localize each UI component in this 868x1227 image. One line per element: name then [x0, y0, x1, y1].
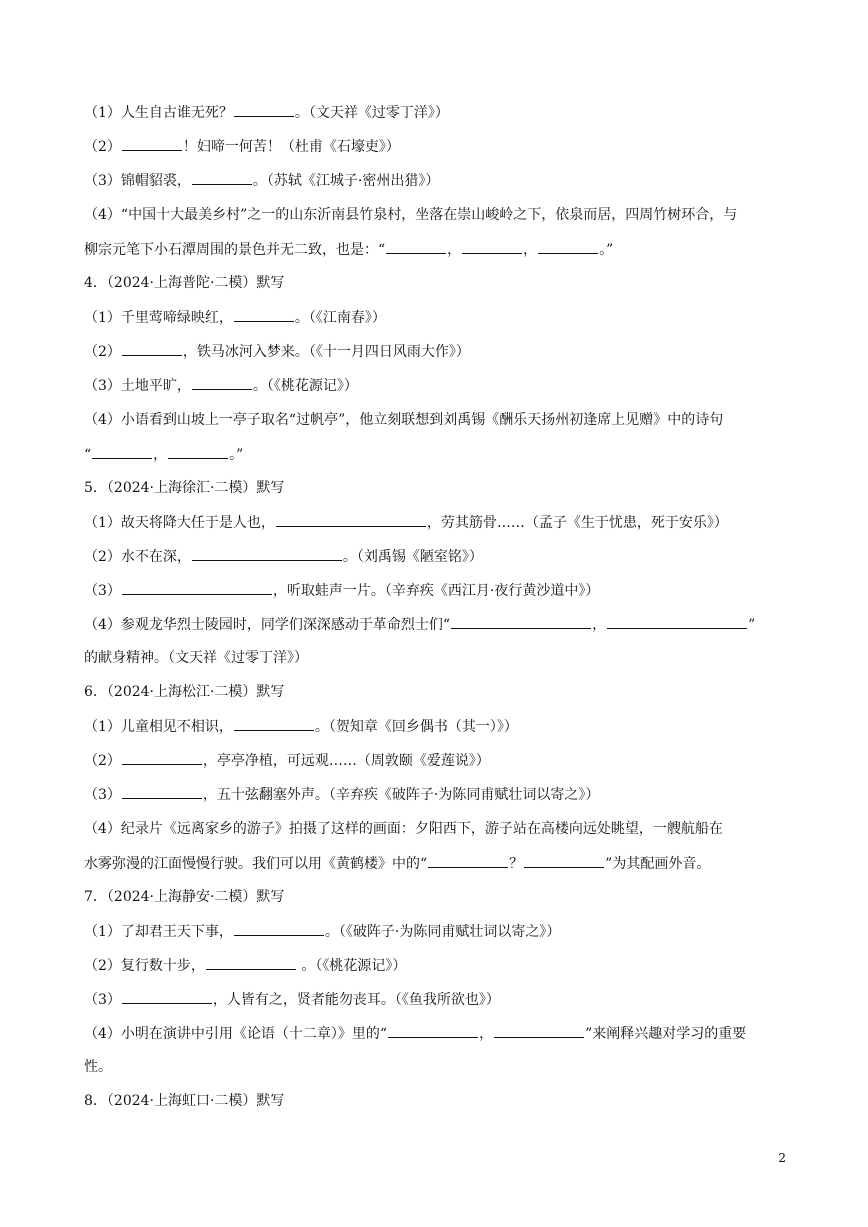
text: 柳宗元笔下小石潭周围的景色并无二致，也是：“ [84, 242, 386, 258]
text: （2） [84, 344, 121, 360]
answer-blank [451, 614, 591, 629]
q5-item-2 [84, 546, 789, 567]
question-heading: 4．（2024·上海普陀·二模）默写 [84, 275, 285, 291]
answer-blank [122, 750, 202, 765]
q4-item-1 [84, 307, 789, 328]
text: （1）故天将降大任于是人也， [84, 515, 275, 531]
text: 。” [229, 447, 244, 463]
text: ？ [509, 856, 524, 872]
q5-item-3 [84, 580, 789, 601]
question-heading: 5．（2024·上海徐汇·二模）默写 [84, 480, 285, 496]
text: （2）复行数十步， [84, 958, 205, 974]
answer-blank [386, 239, 446, 254]
answer-blank [192, 546, 342, 561]
question-heading: 8．（2024·上海虹口·二模）默写 [84, 1093, 285, 1109]
q3-item-4-line-2 [84, 239, 789, 260]
q3-item-4-line-1 [84, 205, 789, 225]
answer-blank [494, 1023, 584, 1038]
answer-blank [607, 614, 747, 629]
answer-blank [462, 239, 522, 254]
q4-item-3 [84, 375, 789, 396]
q7-item-2 [84, 955, 789, 976]
text: 。（《桃花源记》） [301, 958, 407, 974]
text: （1）儿童相见不相识， [84, 719, 233, 735]
q6-item-3 [84, 784, 789, 805]
text: 。（《江南春》） [294, 310, 386, 326]
answer-blank [122, 341, 182, 356]
q5-item-4-line-1 [84, 614, 789, 635]
q7-item-3 [84, 989, 789, 1010]
q6-item-4-line-1 [84, 819, 789, 839]
text: 。” [599, 242, 614, 258]
answer-blank [234, 921, 324, 936]
text: ”为其配画外音。 [605, 856, 711, 872]
text: （1）千里莺啼绿映红， [84, 310, 233, 326]
q7-item-1 [84, 921, 789, 942]
text: ，铁马冰河入梦来。（《十一月四日风雨大作》） [182, 344, 470, 360]
q5-heading [84, 478, 789, 498]
q6-item-1 [84, 716, 789, 737]
q4-item-2 [84, 341, 789, 362]
text: （4）小明在演讲中引用《论语（十二章）》里的“ [84, 1026, 388, 1042]
text: （2）水不在深， [84, 549, 191, 565]
text: 的献身精神。（文天祥《过零丁洋》） [84, 650, 308, 666]
text: 。（《破阵子·为陈同甫赋壮词以寄之》） [324, 924, 561, 940]
q3-item-3 [84, 170, 789, 191]
q4-heading [84, 273, 789, 293]
text: （3） [84, 583, 121, 599]
q5-item-4-line-2 [84, 648, 789, 668]
text: （4）小语看到山坡上一亭子取名“过帆亭”，他立刻联想到刘禹锡《酬乐天扬州初逢席上见赠》中的诗句 [84, 412, 724, 428]
text: （1）人生自古谁无死？ [84, 105, 233, 121]
text: 。（贺知章《回乡偶书（其一）》） [314, 719, 518, 735]
text: ， [479, 1026, 494, 1042]
answer-blank [122, 136, 182, 151]
text: ！妇啼一何苦！（杜甫《石壕吏》） [182, 139, 400, 155]
text: （4）参观龙华烈士陵园时，同学们深深感动于革命烈士们“ [84, 617, 451, 633]
text: ， [153, 447, 168, 463]
text: （3） [84, 992, 121, 1008]
text: 。（《桃花源记》） [252, 378, 358, 394]
answer-blank [428, 853, 508, 868]
answer-blank [388, 1023, 478, 1038]
question-heading: 6．（2024·上海松江·二模）默写 [84, 684, 285, 700]
question-heading: 7．（2024·上海静安·二模）默写 [84, 889, 285, 905]
q7-item-4-line-1 [84, 1023, 789, 1044]
answer-blank [122, 580, 272, 595]
q3-item-2 [84, 136, 789, 157]
answer-blank [524, 853, 604, 868]
q8-heading [84, 1091, 789, 1111]
text: （3）锦帽貂裘， [84, 173, 191, 189]
answer-blank [192, 170, 252, 185]
text: ，劳其筋骨……（孟子《生于忧患，死于安乐》） [426, 515, 728, 531]
answer-blank [234, 102, 294, 117]
answer-blank [538, 239, 598, 254]
answer-blank [122, 784, 202, 799]
answer-blank [168, 444, 228, 459]
text: ， [523, 242, 538, 258]
q7-item-4-line-2 [84, 1057, 789, 1077]
answer-blank [92, 444, 152, 459]
q6-item-2 [84, 750, 789, 771]
page-number: 2 [778, 1151, 786, 1165]
q3-item-1 [84, 102, 789, 123]
text: ，亭亭净植，可远观……（周敦颐《爱莲说》） [202, 753, 490, 769]
text: （3）土地平旷， [84, 378, 191, 394]
answer-blank [192, 375, 252, 390]
text: ， [447, 242, 462, 258]
text: （1）了却君王天下事， [84, 924, 233, 940]
q6-heading [84, 682, 789, 702]
text: ，听取蛙声一片。（辛弃疾《西江月·夜行黄沙道中》） [272, 583, 600, 599]
answer-blank [234, 716, 314, 731]
q4-item-4-line-1 [84, 410, 789, 430]
text: （4）“中国十大最美乡村”之一的山东沂南县竹泉村，坐落在崇山峻岭之下，依泉而居，四周竹树环合，与 [84, 207, 738, 223]
text: ”来阐释兴趣对学习的重要 [585, 1026, 747, 1042]
answer-blank [234, 307, 294, 322]
text: （3） [84, 787, 121, 803]
text: 。（文天祥《过零丁洋》） [294, 105, 449, 121]
answer-blank [206, 955, 296, 970]
text: ” [748, 617, 756, 633]
q7-heading [84, 887, 789, 907]
text: 。（刘禹锡《陋室铭》） [342, 549, 483, 565]
q4-item-4-line-2 [84, 444, 789, 465]
text: （2） [84, 139, 121, 155]
text: ，人皆有之，贤者能勿丧耳。（《鱼我所欲也》） [212, 992, 500, 1008]
text: “ [84, 447, 92, 463]
q6-item-4-line-2 [84, 853, 789, 874]
text: （2） [84, 753, 121, 769]
text: ，五十弦翻塞外声。（辛弃疾《破阵子·为陈同甫赋壮词以寄之》） [202, 787, 600, 803]
answer-blank [122, 989, 212, 1004]
text: 性。 [84, 1059, 112, 1075]
answer-blank [276, 512, 426, 527]
text: 。（苏轼《江城子·密州出猎》） [252, 173, 440, 189]
text: （4）纪录片《远离家乡的游子》拍摄了这样的画面：夕阳西下，游子站在高楼向远处眺望，一艘航船在 [84, 821, 723, 837]
q5-item-1 [84, 512, 789, 533]
text: 水雾弥漫的江面慢慢行驶。我们可以用《黄鹤楼》中的“ [84, 856, 428, 872]
text: ， [592, 617, 607, 633]
